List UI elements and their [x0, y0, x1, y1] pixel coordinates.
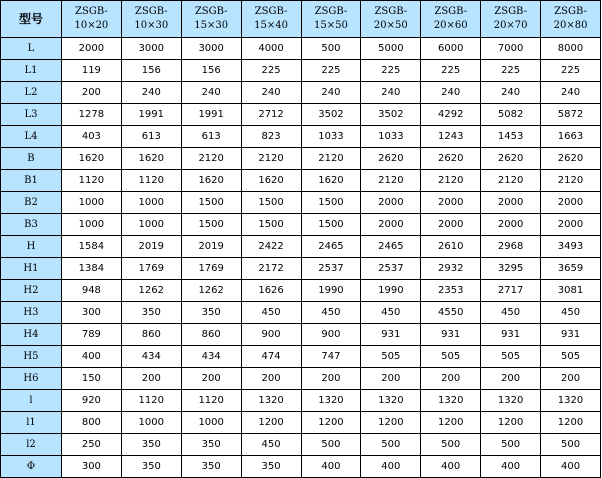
parameter-label: H2	[1, 280, 62, 302]
table-cell: 1262	[121, 280, 181, 302]
parameter-label: B1	[1, 170, 62, 192]
table-cell: 2465	[301, 236, 361, 258]
table-cell: 1320	[301, 390, 361, 412]
model-header: ZSGB-10×20	[61, 1, 121, 38]
table-cell: 3502	[301, 104, 361, 126]
parameter-label: H4	[1, 324, 62, 346]
table-cell: 400	[301, 456, 361, 478]
table-cell: 2120	[181, 148, 241, 170]
table-cell: 1000	[61, 214, 121, 236]
table-row	[1, 38, 601, 60]
table-cell: 2000	[541, 192, 601, 214]
table-cell: 505	[361, 346, 421, 368]
table-cell: 2620	[481, 148, 541, 170]
table-cell: 8000	[541, 38, 601, 60]
table-cell: 1320	[361, 390, 421, 412]
table-cell: 350	[121, 434, 181, 456]
table-cell: 1500	[181, 214, 241, 236]
table-cell: 400	[421, 456, 481, 478]
table-cell: 200	[361, 368, 421, 390]
table-cell: 200	[121, 368, 181, 390]
table-cell: 2019	[181, 236, 241, 258]
table-cell: 1663	[541, 126, 601, 148]
table-cell: 200	[301, 368, 361, 390]
table-cell: 505	[421, 346, 481, 368]
table-cell: 450	[541, 302, 601, 324]
table-cell: 434	[121, 346, 181, 368]
parameter-label: L1	[1, 60, 62, 82]
table-cell: 1000	[121, 214, 181, 236]
table-cell: 350	[241, 456, 301, 478]
table-cell: 3000	[121, 38, 181, 60]
table-cell: 400	[481, 456, 541, 478]
table-cell: 1120	[121, 170, 181, 192]
table-cell: 2120	[421, 170, 481, 192]
table-cell: 2000	[481, 192, 541, 214]
table-cell: 1000	[181, 412, 241, 434]
parameter-label: H1	[1, 258, 62, 280]
table-cell: 225	[241, 60, 301, 82]
table-cell: 240	[421, 82, 481, 104]
table-cell: 474	[241, 346, 301, 368]
table-cell: 1620	[241, 170, 301, 192]
table-cell: 1620	[61, 148, 121, 170]
table-cell: 225	[421, 60, 481, 82]
table-cell: 900	[301, 324, 361, 346]
table-cell: 2120	[361, 170, 421, 192]
table-cell: 240	[181, 82, 241, 104]
table-cell: 1033	[361, 126, 421, 148]
model-header: ZSGB-20×50	[361, 1, 421, 38]
table-cell: 1278	[61, 104, 121, 126]
table-cell: 6000	[421, 38, 481, 60]
table-cell: 2968	[481, 236, 541, 258]
table-row	[1, 346, 601, 368]
table-cell: 240	[301, 82, 361, 104]
table-cell: 1320	[481, 390, 541, 412]
table-cell: 2465	[361, 236, 421, 258]
table-cell: 5872	[541, 104, 601, 126]
table-cell: 500	[301, 38, 361, 60]
table-cell: 2000	[481, 214, 541, 236]
table-cell: 350	[181, 434, 241, 456]
table-cell: 200	[241, 368, 301, 390]
table-cell: 1033	[301, 126, 361, 148]
table-cell: 2000	[361, 214, 421, 236]
table-cell: 2120	[241, 148, 301, 170]
table-cell: 500	[361, 434, 421, 456]
parameter-label: L2	[1, 82, 62, 104]
table-cell: 403	[61, 126, 121, 148]
table-cell: 2000	[541, 214, 601, 236]
table-cell: 2422	[241, 236, 301, 258]
table-cell: 931	[421, 324, 481, 346]
table-cell: 2932	[421, 258, 481, 280]
table-cell: 505	[481, 346, 541, 368]
table-cell: 505	[541, 346, 601, 368]
table-cell: 823	[241, 126, 301, 148]
table-cell: 2120	[541, 170, 601, 192]
table-row	[1, 324, 601, 346]
table-cell: 1320	[241, 390, 301, 412]
table-row	[1, 302, 601, 324]
table-row	[1, 192, 601, 214]
table-cell: 4550	[421, 302, 481, 324]
model-header: ZSGB-20×80	[541, 1, 601, 38]
table-cell: 860	[181, 324, 241, 346]
table-cell: 1120	[181, 390, 241, 412]
table-cell: 1769	[181, 258, 241, 280]
parameter-label: Φ	[1, 456, 62, 478]
parameter-label: B	[1, 148, 62, 170]
table-cell: 350	[181, 302, 241, 324]
table-cell: 240	[241, 82, 301, 104]
table-cell: 400	[541, 456, 601, 478]
table-cell: 2000	[421, 214, 481, 236]
table-cell: 225	[541, 60, 601, 82]
table-cell: 450	[241, 434, 301, 456]
table-cell: 2120	[301, 148, 361, 170]
table-cell: 200	[481, 368, 541, 390]
table-cell: 613	[121, 126, 181, 148]
parameter-label: l1	[1, 412, 62, 434]
parameter-label: L	[1, 38, 62, 60]
table-cell: 200	[541, 368, 601, 390]
table-cell: 1620	[301, 170, 361, 192]
table-row	[1, 214, 601, 236]
table-cell: 1626	[241, 280, 301, 302]
table-cell: 300	[61, 302, 121, 324]
table-cell: 1990	[361, 280, 421, 302]
table-cell: 350	[181, 456, 241, 478]
table-cell: 1384	[61, 258, 121, 280]
table-cell: 2620	[361, 148, 421, 170]
table-cell: 2000	[361, 192, 421, 214]
parameter-label: L4	[1, 126, 62, 148]
table-cell: 789	[61, 324, 121, 346]
table-row	[1, 236, 601, 258]
table-row	[1, 126, 601, 148]
table-cell: 1769	[121, 258, 181, 280]
table-cell: 2620	[541, 148, 601, 170]
table-cell: 450	[241, 302, 301, 324]
table-row	[1, 82, 601, 104]
table-cell: 400	[61, 346, 121, 368]
table-cell: 350	[121, 456, 181, 478]
table-cell: 1453	[481, 126, 541, 148]
model-header: ZSGB-15×50	[301, 1, 361, 38]
table-cell: 2000	[421, 192, 481, 214]
model-header: ZSGB-10×30	[121, 1, 181, 38]
table-cell: 2537	[301, 258, 361, 280]
model-header: ZSGB-15×30	[181, 1, 241, 38]
parameter-label: H	[1, 236, 62, 258]
table-row	[1, 456, 601, 478]
table-cell: 948	[61, 280, 121, 302]
table-row	[1, 434, 601, 456]
table-cell: 1243	[421, 126, 481, 148]
table-cell: 225	[361, 60, 421, 82]
table-cell: 2620	[421, 148, 481, 170]
table-cell: 450	[361, 302, 421, 324]
header-row	[1, 1, 601, 38]
parameter-label: B3	[1, 214, 62, 236]
table-cell: 1320	[541, 390, 601, 412]
table-cell: 119	[61, 60, 121, 82]
table-cell: 400	[361, 456, 421, 478]
model-header: ZSGB-20×70	[481, 1, 541, 38]
table-cell: 2172	[241, 258, 301, 280]
table-cell: 2019	[121, 236, 181, 258]
table-cell: 300	[61, 456, 121, 478]
table-cell: 1500	[301, 192, 361, 214]
table-cell: 200	[421, 368, 481, 390]
table-cell: 240	[361, 82, 421, 104]
table-cell: 1991	[121, 104, 181, 126]
parameter-label: H6	[1, 368, 62, 390]
table-cell: 1200	[301, 412, 361, 434]
table-cell: 2353	[421, 280, 481, 302]
table-cell: 1200	[241, 412, 301, 434]
table-body	[1, 38, 601, 478]
parameter-label: l	[1, 390, 62, 412]
table-cell: 1000	[121, 412, 181, 434]
table-cell: 1990	[301, 280, 361, 302]
table-cell: 5000	[361, 38, 421, 60]
table-cell: 2120	[481, 170, 541, 192]
table-cell: 860	[121, 324, 181, 346]
table-cell: 3000	[181, 38, 241, 60]
table-cell: 156	[121, 60, 181, 82]
table-cell: 1000	[121, 192, 181, 214]
table-cell: 350	[121, 302, 181, 324]
table-cell: 1120	[121, 390, 181, 412]
table-cell: 1200	[481, 412, 541, 434]
table-cell: 500	[481, 434, 541, 456]
table-cell: 2717	[481, 280, 541, 302]
table-cell: 225	[481, 60, 541, 82]
table-cell: 450	[481, 302, 541, 324]
table-cell: 3081	[541, 280, 601, 302]
table-cell: 1991	[181, 104, 241, 126]
table-cell: 1500	[181, 192, 241, 214]
table-cell: 3295	[481, 258, 541, 280]
table-cell: 613	[181, 126, 241, 148]
table-cell: 1262	[181, 280, 241, 302]
table-cell: 3659	[541, 258, 601, 280]
table-row	[1, 148, 601, 170]
parameter-label: l2	[1, 434, 62, 456]
table-cell: 1120	[61, 170, 121, 192]
table-cell: 1620	[181, 170, 241, 192]
table-cell: 450	[301, 302, 361, 324]
table-cell: 1500	[241, 192, 301, 214]
table-row	[1, 60, 601, 82]
table-cell: 240	[541, 82, 601, 104]
table-row	[1, 368, 601, 390]
table-cell: 225	[301, 60, 361, 82]
table-cell: 500	[421, 434, 481, 456]
table-cell: 2610	[421, 236, 481, 258]
table-cell: 240	[121, 82, 181, 104]
model-column-header: 型号	[1, 1, 62, 38]
table-cell: 200	[61, 82, 121, 104]
table-cell: 500	[301, 434, 361, 456]
table-cell: 200	[181, 368, 241, 390]
table-cell: 1200	[421, 412, 481, 434]
parameter-label: L3	[1, 104, 62, 126]
model-header: ZSGB-20×60	[421, 1, 481, 38]
table-cell: 931	[541, 324, 601, 346]
table-row	[1, 390, 601, 412]
parameter-label: H3	[1, 302, 62, 324]
table-cell: 900	[241, 324, 301, 346]
table-cell: 1584	[61, 236, 121, 258]
table-cell: 931	[481, 324, 541, 346]
table-cell: 240	[481, 82, 541, 104]
table-row	[1, 104, 601, 126]
table-cell: 4000	[241, 38, 301, 60]
table-row	[1, 280, 601, 302]
table-row	[1, 412, 601, 434]
table-cell: 150	[61, 368, 121, 390]
table-cell: 1320	[421, 390, 481, 412]
table-cell: 1500	[241, 214, 301, 236]
table-cell: 156	[181, 60, 241, 82]
table-cell: 4292	[421, 104, 481, 126]
table-cell: 5082	[481, 104, 541, 126]
table-cell: 1200	[541, 412, 601, 434]
parameter-label: H5	[1, 346, 62, 368]
model-header: ZSGB-15×40	[241, 1, 301, 38]
table-cell: 3493	[541, 236, 601, 258]
table-cell: 250	[61, 434, 121, 456]
table-row	[1, 170, 601, 192]
table-cell: 920	[61, 390, 121, 412]
table-cell: 434	[181, 346, 241, 368]
table-cell: 1620	[121, 148, 181, 170]
table-row	[1, 258, 601, 280]
table-cell: 747	[301, 346, 361, 368]
table-cell: 2537	[361, 258, 421, 280]
table-cell: 2712	[241, 104, 301, 126]
table-cell: 2000	[61, 38, 121, 60]
table-cell: 1500	[301, 214, 361, 236]
table-cell: 931	[361, 324, 421, 346]
table-cell: 500	[541, 434, 601, 456]
table-cell: 1000	[61, 192, 121, 214]
table-cell: 800	[61, 412, 121, 434]
parameter-label: B2	[1, 192, 62, 214]
table-cell: 7000	[481, 38, 541, 60]
table-cell: 1200	[361, 412, 421, 434]
table-cell: 3502	[361, 104, 421, 126]
